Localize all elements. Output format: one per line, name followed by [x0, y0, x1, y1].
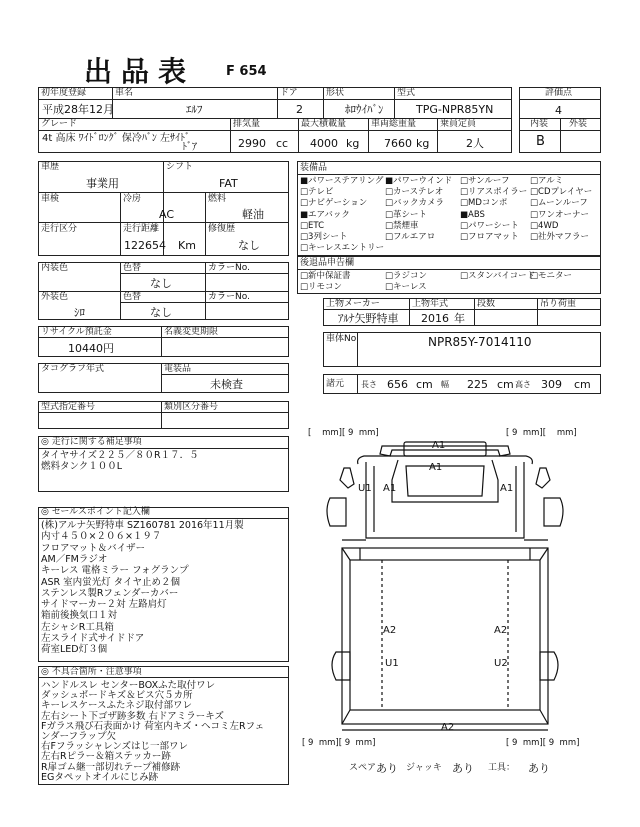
equipment-item: □4WD	[530, 220, 559, 231]
label-shift: シフト	[166, 162, 194, 172]
body-year: 2016	[421, 312, 449, 325]
label-type-designation: 型式指定番号	[41, 402, 96, 412]
equipment-item: □CDプレイヤー	[530, 187, 593, 198]
mileage-unit: Km	[178, 239, 196, 252]
label-exterior-grade: 外装	[569, 119, 588, 129]
label-body-year: 上物年式	[412, 299, 449, 309]
label-exterior-color: 外装色	[41, 292, 69, 302]
label-tachograph: タコグラフ年式	[41, 364, 105, 374]
body-year-unit: 年	[454, 312, 465, 325]
interior-grade: B	[536, 134, 545, 149]
label-length: 長さ	[361, 380, 377, 389]
equipment-item: □ワンオーナー	[530, 209, 590, 220]
equipment-item: □テレビ	[300, 187, 334, 198]
equipment-item: □アルミ	[530, 176, 564, 186]
first-registration: 平成28年12月	[42, 103, 114, 116]
sales-point-line: 荷室LED灯３個	[41, 644, 108, 656]
air-conditioner: AC	[159, 208, 175, 221]
tools: あり	[528, 762, 550, 775]
max-load-unit: kg	[346, 137, 360, 150]
sales-point-line: ASR 室内蛍光灯 タイヤ止め２個	[41, 576, 180, 588]
defect-line: ハンドルスレ センターBOXふた取付ワレ	[41, 680, 216, 691]
label-height: 高さ	[515, 380, 531, 389]
label-history: 車歴	[41, 162, 60, 172]
length: 656	[387, 378, 408, 391]
damage-mark: A2	[494, 625, 508, 636]
exterior-color: ｼﾛ	[74, 306, 85, 319]
damage-mark: U2	[494, 658, 508, 669]
equipment-item: □ムーンルーフ	[530, 198, 588, 209]
label-electrical: 電装品	[164, 364, 192, 374]
car-name: ｴﾙﾌ	[186, 103, 203, 116]
equipment-item: □ナビゲーション	[300, 198, 368, 209]
label-model: 型式	[397, 88, 416, 98]
sales-point-line: 左シャシR工具箱	[41, 621, 114, 633]
label-inspection: 車検	[41, 194, 60, 204]
shift: FAT	[219, 177, 238, 190]
sheet-title: 出品表	[84, 55, 196, 88]
displacement-unit: cc	[276, 137, 289, 150]
equipment-item: □ETC	[300, 220, 325, 231]
label-capacity: 乗員定員	[440, 119, 477, 129]
equipment-item: □革シート	[385, 209, 428, 220]
sales-point-line: (株)アルナ矢野特車 SZ160781 2016年11月製	[41, 520, 244, 531]
equipment-item: □社外マフラー	[530, 232, 590, 242]
label-chassis-no: 車体No	[326, 334, 357, 344]
equipment-item: □フルエアロ	[385, 232, 436, 242]
doors: 2	[296, 103, 303, 116]
defect-line: 右Fフラッシャレンズはじ一部ワレ	[41, 741, 189, 753]
label-name-change-deadline: 名義変更期限	[164, 327, 219, 337]
damage-mark: A1	[500, 483, 514, 494]
aftermarket-item: □キーレス	[385, 282, 427, 293]
tread-top-left: [ mm][ 9 mm]	[308, 428, 379, 438]
sales-point-line: 箱前後換気口１対	[41, 610, 118, 622]
model-code: TPG-NPR85YN	[416, 103, 494, 116]
label-exterior-color-change: 色替	[123, 292, 142, 302]
damage-mark: A1	[432, 440, 446, 451]
equipment-item: □MDコンポ	[460, 198, 508, 209]
label-score: 評価点	[545, 88, 573, 98]
length-unit: cm	[416, 378, 433, 391]
label-doors: ドア	[280, 88, 298, 98]
sales-point-line: フロアマット＆バイザー	[41, 542, 146, 554]
defect-line: ダッシュボードキズ＆ビス穴５カ所	[41, 690, 193, 702]
equipment-item: □サンルーフ	[460, 176, 510, 186]
label-tools: 工具：	[488, 763, 516, 773]
damage-mark: A2	[441, 722, 455, 733]
label-mileage-class: 走行区分	[41, 224, 78, 234]
height-unit: cm	[574, 378, 591, 391]
label-supplement: ◎ 走行に関する補足事項	[41, 437, 142, 447]
defect-line: ンダーフラップ欠	[41, 731, 116, 742]
label-stages: 段数	[477, 299, 496, 309]
defect-line: 左右Rピラー＆箱ステッカー跡	[41, 751, 171, 763]
equipment-item: □カーステレオ	[385, 187, 444, 198]
defect-line: R扉ゴム継一部切れテープ補修跡	[41, 761, 181, 773]
grade-line-2: ﾄﾞｱ	[182, 142, 197, 153]
electrical: 未検査	[210, 378, 243, 391]
equipment-item: ■エアバック	[300, 209, 350, 220]
aftermarket-item: □リモコン	[300, 282, 343, 293]
sheet-number: F 654	[226, 64, 267, 79]
defect-line: 左右シート下ゴザ跡多数 右ドアミラーキズ	[41, 710, 225, 722]
label-sales-points: ◎ セールスポイント記入欄	[41, 507, 150, 517]
aftermarket-item: □ラジコン	[385, 271, 428, 281]
width-unit: cm	[497, 378, 514, 391]
label-aftermarket: 後退品申告欄	[300, 258, 355, 268]
height: 309	[541, 378, 562, 391]
label-spare: スペア	[349, 763, 377, 773]
label-body-maker: 上物メーカー	[326, 299, 380, 309]
displacement: 2990	[238, 137, 266, 150]
label-interior-color: 内装色	[41, 263, 69, 273]
spare: あり	[376, 762, 398, 775]
damage-mark: U1	[385, 658, 399, 669]
jack: あり	[452, 762, 474, 775]
defect-line: EGタペットオイルにじみ跡	[41, 771, 159, 783]
equipment-item: ■ABS	[460, 209, 485, 220]
body-shape: ﾎﾛｳｲﾊﾞﾝ	[345, 103, 384, 116]
label-displacement: 排気量	[233, 119, 261, 129]
max-load: 4000	[310, 137, 338, 150]
supplement-line: タイヤサイズ２２５／８０R１７．５	[41, 450, 199, 461]
label-width: 幅	[441, 380, 449, 389]
body-maker: ｱﾙﾅ矢野特車	[338, 312, 399, 325]
label-recycle-deposit: リサイクル預託金	[41, 327, 112, 337]
tread-top-right: [ 9 mm][ mm]	[506, 428, 577, 438]
label-class-number: 類別区分番号	[164, 402, 219, 412]
width: 225	[467, 378, 488, 391]
exterior-color-change: なし	[150, 306, 172, 319]
label-defects: ◎ 不具合箇所・注意事項	[41, 667, 142, 677]
sales-point-line: キーレス 電格ミラー フォグランプ	[41, 565, 189, 577]
sales-point-line: ステンレス製Rフェンダーカバー	[41, 587, 179, 599]
equipment-item: □フロアマット	[460, 232, 519, 242]
gross-weight-unit: kg	[416, 137, 430, 150]
gross-weight: 7660	[384, 137, 412, 150]
tread-bottom-left: [ 9 mm][ 9 mm]	[302, 738, 376, 748]
label-max-load: 最大積載量	[301, 119, 347, 129]
damage-mark: A1	[429, 462, 443, 473]
label-ac: 冷房	[123, 194, 142, 204]
label-gross-weight: 車両総重量	[371, 119, 417, 129]
aftermarket-item: □新中保証書	[300, 271, 351, 281]
label-repair-history: 修復歴	[208, 224, 236, 234]
label-jack: ジャッキ	[406, 763, 442, 773]
interior-color-change: なし	[150, 277, 172, 290]
sales-point-line: AM／FMラジオ	[41, 553, 108, 565]
equipment-item: □3列シート	[300, 232, 348, 242]
label-interior-grade: 内装	[530, 119, 549, 129]
label-exterior-color-no: カラーNo.	[208, 292, 250, 302]
aftermarket-item: □モニター	[530, 271, 573, 281]
supplement-line: 燃料タンク１００L	[41, 461, 123, 472]
label-first-registration: 初年度登録	[41, 88, 87, 98]
equipment-item: □パワーシート	[460, 220, 519, 231]
repair-history: なし	[238, 239, 260, 252]
vehicle-history: 事業用	[86, 177, 119, 190]
damage-mark: U1	[358, 483, 372, 494]
recycle-deposit: 10440円	[68, 342, 114, 355]
chassis-number: NPR85Y-7014110	[428, 335, 532, 349]
damage-mark: A1	[383, 483, 397, 494]
label-shape: 形状	[326, 88, 345, 98]
label-interior-color-change: 色替	[123, 263, 142, 273]
equipment-item: □キーレスエントリー	[300, 243, 385, 254]
sales-point-line: 内寸４５０×２０６×１９７	[41, 531, 162, 543]
sales-point-line: サイドマーカー２対 左路肩灯	[41, 599, 167, 611]
capacity: 2人	[466, 137, 484, 150]
label-interior-color-no: カラーNo.	[208, 263, 250, 273]
tread-bottom-right: [ 9 mm][ 9 mm]	[506, 738, 580, 748]
label-spec: 諸元	[326, 379, 345, 389]
equipment-item: ■パワーウインド	[385, 176, 453, 186]
grade-line-1: 4t 高床 ﾜｲﾄﾞﾛﾝｸﾞ 保冷ﾊﾞﾝ 左ｻｲﾄﾞ	[42, 133, 190, 144]
damage-mark: A2	[383, 625, 397, 636]
mileage: 122654	[124, 239, 166, 252]
label-grade: グレード	[41, 119, 78, 129]
sales-point-line: 左スライド式サイドドア	[41, 633, 145, 644]
fuel: 軽油	[242, 208, 264, 221]
score: 4	[555, 104, 562, 117]
label-fuel: 燃料	[208, 194, 227, 204]
cargo-box	[342, 548, 548, 724]
label-hanging-load: 吊り荷重	[540, 299, 577, 309]
aftermarket-item: □スタンバイコード	[460, 271, 536, 281]
label-equipment: 装備品	[300, 163, 328, 173]
label-mileage: 走行距離	[123, 224, 160, 234]
equipment-item: ■パワーステアリング	[300, 176, 384, 186]
equipment-item: □禁煙車	[385, 220, 419, 231]
defect-line: キーレスケースふたネジ取付部ワレ	[41, 700, 193, 712]
defect-line: Fガラス飛び石表面かけ 荷室内キズ・ヘコミ左Rフェ	[41, 720, 265, 732]
equipment-item: □リアスポイラー	[460, 187, 528, 198]
label-car-name: 車名	[115, 88, 134, 98]
equipment-item: □バックカメラ	[385, 198, 445, 209]
